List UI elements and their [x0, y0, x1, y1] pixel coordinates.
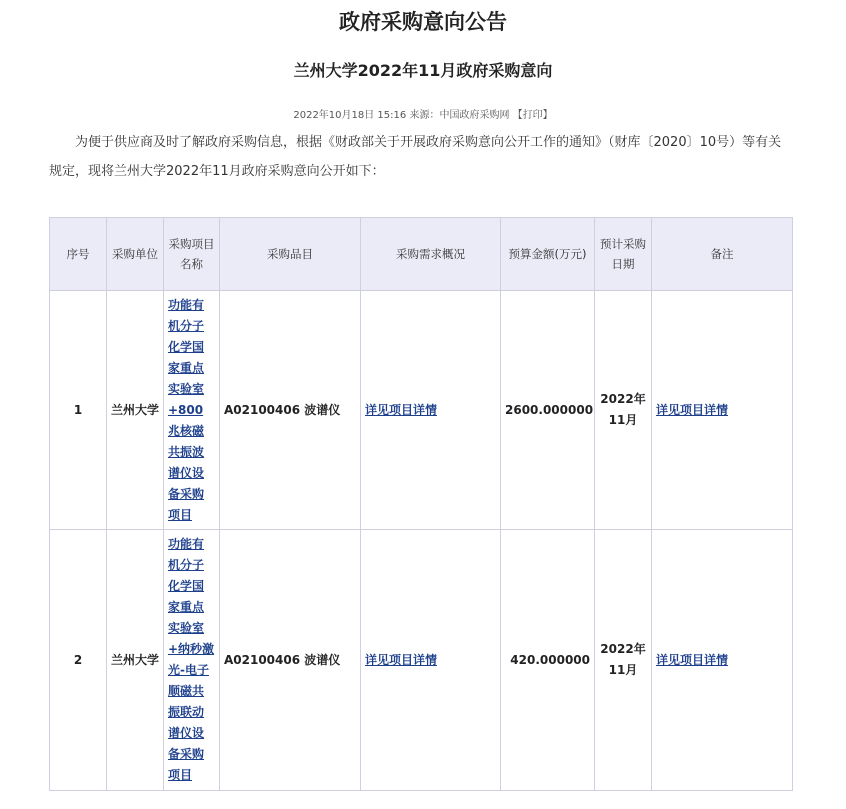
header-seq: 序号	[50, 218, 107, 291]
header-budget: 预算金额(万元)	[501, 218, 595, 291]
cell-project	[164, 291, 220, 530]
cell-unit: 兰州大学	[107, 530, 164, 791]
summary-link[interactable]: 详见项目详情	[365, 402, 438, 417]
cell-project	[164, 530, 220, 791]
cell-seq: 1	[50, 291, 107, 530]
remark-link[interactable]: 详见项目详情	[656, 652, 729, 667]
header-category: 采购品目	[220, 218, 361, 291]
table-header-row	[50, 218, 793, 291]
cell-budget: 420.000000	[501, 530, 595, 791]
header-unit: 采购单位	[107, 218, 164, 291]
cell-date: 2022年11月	[595, 530, 652, 791]
cell-unit: 兰州大学	[107, 291, 164, 530]
cell-summary	[361, 530, 501, 791]
cell-budget: 2600.000000	[501, 291, 595, 530]
cell-date: 2022年11月	[595, 291, 652, 530]
header-date: 预计采购日期	[595, 218, 652, 291]
cell-category: A02100406 波谱仪	[220, 291, 361, 530]
remark-link[interactable]: 详见项目详情	[656, 402, 729, 417]
header-remark: 备注	[652, 218, 793, 291]
procurement-table	[49, 217, 793, 791]
article-subtitle: 兰州大学2022年11月政府采购意向	[293, 61, 553, 80]
header-summary: 采购需求概况	[361, 218, 501, 291]
publish-datetime: 2022年10月18日 15:16	[293, 110, 407, 121]
cell-remark	[652, 291, 793, 530]
cell-remark	[652, 530, 793, 791]
intro-paragraph: 为便于供应商及时了解政府采购信息，根据《财政部关于开展政府采购意向公开工作的通知》（财库〔2020〕10号）等有关规定，现将兰州大学2022年11月政府采购意向公开如下：	[49, 135, 782, 179]
table-row	[50, 530, 793, 791]
header-project: 采购项目名称	[164, 218, 220, 291]
page-title: 政府采购意向公告	[339, 10, 507, 34]
cell-summary	[361, 291, 501, 530]
article-meta	[0, 106, 846, 121]
project-link[interactable]: 功能有机分子化学国家重点实验室+800兆核磁共振波谱仪设备采购项目	[168, 297, 205, 522]
cell-category: A02100406 波谱仪	[220, 530, 361, 791]
article-source: 来源：中国政府采购网	[409, 110, 510, 121]
print-link[interactable]: 【打印】	[512, 110, 553, 121]
summary-link[interactable]: 详见项目详情	[365, 652, 438, 667]
project-link[interactable]: 功能有机分子化学国家重点实验室+纳秒激光-电子顺磁共振联动谱仪设备采购项目	[168, 537, 215, 782]
cell-seq: 2	[50, 530, 107, 791]
table-row	[50, 291, 793, 530]
